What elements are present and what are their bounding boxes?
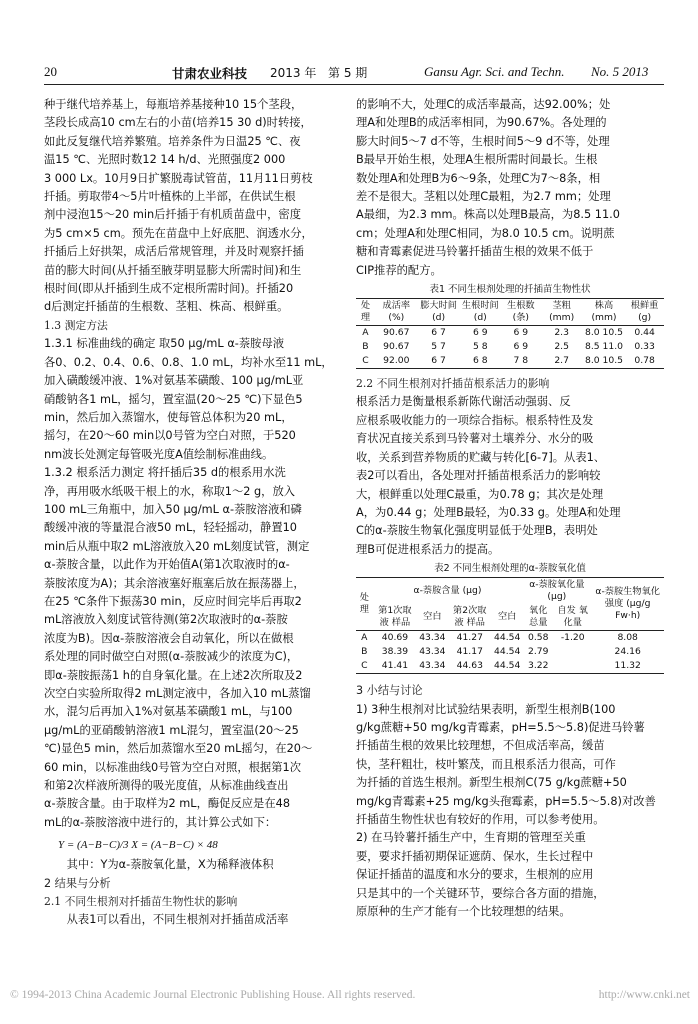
text-line: 扦插苗生物性状也有较好的作用，可以参考使用。: [356, 812, 605, 826]
table1-header-row: [356, 299, 664, 326]
table1-header: 根鲜重 (g): [625, 299, 664, 326]
table-cell: 2.7: [540, 354, 582, 369]
text-line: 应根系吸收能力的一项综合指标。根系特性及发: [356, 413, 594, 427]
footer-url: http://www.cnki.net: [598, 989, 690, 1001]
table-cell: C: [356, 354, 375, 369]
page-header: [44, 62, 664, 85]
table-row: [356, 354, 664, 369]
table1-header: 膨大时间 (d): [418, 299, 460, 326]
paragraph-2-2: [356, 393, 664, 559]
section-heading-2: 2 结果与分析: [44, 876, 111, 890]
text-line: 育状况直接关系到马铃薯对土壤养分、水分的吸: [356, 432, 594, 446]
table-row: [356, 631, 664, 646]
text-line: 和第2次样液所测得的吸光度值，从标准曲线查出: [44, 779, 289, 793]
text-line: 水，混匀后再加入1%对氨基苯磺酸1 mL，与100: [44, 705, 293, 719]
text-line: cm；处理A和处理C相同，为8.0 10.5 cm。说明蔗: [356, 226, 615, 240]
right-column: [356, 96, 664, 921]
text-line: 1.3.1 标准曲线的确定 取50 μg/mL α-萘胺母液: [44, 337, 285, 351]
table-cell: 44.54: [492, 659, 522, 674]
journal-title-en: Gansu Agr. Sci. and Techn.: [424, 64, 565, 79]
text-line: g/kg蔗糖+50 mg/kg青霉素，pH=5.5～5.8)促进马铃薯: [356, 720, 645, 734]
page-number: 20: [44, 64, 57, 79]
text-line: A，为0.44 g；处理B最轻，为0.33 g。处理A和处理: [356, 505, 621, 519]
text-line: 100 mL三角瓶中，加入50 μg/mL α-萘胺溶液和磷: [44, 502, 302, 516]
table1: [356, 298, 664, 369]
text-line: 从表1可以看出，不同生根剂对扦插苗成活率: [66, 913, 289, 927]
table1-header: 株高 (mm): [583, 299, 625, 326]
table-cell: 0.58: [527, 632, 549, 644]
text-line: A最细，为2.3 mm。株高以处理B最高，为8.5 11.0: [356, 208, 620, 222]
table-cell: 41.27: [456, 632, 483, 644]
issue-cn: 第 5 期: [328, 66, 368, 80]
text-line: 种于继代培养基上，每瓶培养基接种10 15个茎段，: [44, 98, 303, 111]
table-cell: 8.5 11.0: [584, 341, 623, 353]
left-column: [44, 96, 356, 930]
table-row: [356, 340, 664, 354]
paragraph-3-1: [356, 701, 664, 830]
text-line: min后从瓶中取2 mL溶液放入20 mL刻度试管，测定: [44, 539, 310, 553]
table-cell: 0.44: [634, 327, 655, 339]
text-line: 收，关系到营养物质的贮藏与转化[6-7]。从表1、: [356, 450, 606, 464]
text-line: 即α-萘胺振荡1 h的自身氧化量。在上述2次所取及2: [44, 668, 303, 682]
text-line: 摇匀，在20～60 min以0号管为空白对照，于520: [44, 429, 296, 443]
table-cell: 44.63: [448, 659, 493, 674]
text-line: CIP推荐的配方。: [356, 263, 442, 277]
text-line: α-萘胺含量。由于取样为2 mL，酶促反应是在48: [44, 797, 291, 811]
table-cell: 7 8: [501, 354, 540, 369]
table2-header: 处理: [356, 578, 373, 631]
text-line: 差不是很大。茎粗以处理C最粗，为2.7 mm；处理: [356, 190, 611, 204]
text-line: 60 min，以标准曲线0号管为空白对照，根据第1次: [44, 760, 301, 774]
section-heading-3: 3 小结与讨论: [356, 684, 423, 698]
table-row: [356, 326, 664, 341]
paragraph-results-2-1: [356, 96, 664, 280]
table-cell: A: [361, 632, 368, 644]
table-cell: 92.00: [375, 354, 418, 369]
text-line: 为5 cm×5 cm。预先在苗盘中上好底肥、润透水分，: [44, 226, 313, 240]
table1-header: 处理: [356, 299, 375, 326]
paragraph-3-2: [356, 829, 664, 921]
text-line: min，然后加入蒸馏水，使每管总体积为20 mL，: [44, 410, 293, 424]
table2-subheader: 自发 氧化量: [554, 604, 591, 631]
table2-subheader: 第1次取液 样品: [373, 604, 418, 631]
text-line: B最早开始生根，处理A生根所需时间最长。生根: [356, 153, 598, 167]
table-cell: C: [356, 659, 373, 674]
table-cell: 44.54: [494, 646, 521, 658]
paragraph-1-3-2: [44, 464, 356, 832]
table2-header: α-萘胺生物氧化强度 (μg/g Fw·h): [591, 578, 664, 631]
issue-en: No. 5 2013: [591, 64, 649, 79]
table-cell: 3.22: [522, 659, 554, 674]
table-cell: 43.34: [417, 659, 447, 674]
section-heading-2-1: 2.1 不同生根剂对扦插苗生物性状的影响: [44, 895, 238, 909]
text-line: 硝酸钠各1 mL，摇匀，置室温(20～25 ℃)下显色5: [44, 392, 303, 406]
text-line: 浓度为B)。因α-萘胺溶液会自动氧化，所以在做根: [44, 631, 294, 645]
text-line: C的α-萘胺生物氧化强度明显低于处理B，表明处: [356, 524, 598, 538]
table-cell: A: [362, 327, 369, 339]
table-cell: 6 9: [513, 327, 529, 339]
formula: Y = (A−B−C)/3 X = (A−B−C) × 48: [58, 839, 218, 852]
table-cell: B: [362, 341, 369, 353]
text-line: 酸缓冲液的等量混合液50 mL，轻轻摇动，静置10: [44, 521, 297, 535]
table-cell: 90.67: [383, 341, 410, 353]
table-cell: 8.08: [617, 632, 638, 644]
table2: [356, 577, 664, 674]
table-cell: 24.16: [614, 646, 641, 658]
text-line: 表2可以看出，各处理对扦插苗根系活力的影响较: [356, 469, 601, 483]
text-line: mL的α-萘胺溶液中进行的，其计算公式如下：: [44, 815, 277, 829]
text-line: 理B可促进根系活力的提高。: [356, 542, 500, 556]
table2-header-row: [356, 578, 664, 605]
table1-header: 生根数 (条): [501, 299, 540, 326]
table2-header: α-萘胺氧化量 (μg): [522, 578, 591, 605]
text-line: 苗的膨大时间(从扦插至腋芽明显膨大所需时间)和生: [44, 263, 302, 277]
table-cell: 8.0 10.5: [584, 327, 623, 339]
text-line: 根系活力是衡量根系新陈代谢活动强弱、反: [356, 395, 571, 409]
text-line: 膨大时间5～7 d不等，生根时间5～9 d不等，处理: [356, 134, 610, 148]
table-cell: 2.5: [554, 341, 569, 353]
table1-header: 茎粗 (mm): [540, 299, 582, 326]
table-cell: 0.33: [634, 341, 655, 353]
table-cell: B: [361, 646, 368, 658]
table1-caption: 表1 不同生根剂处理的扦插苗生物性状: [429, 284, 591, 296]
text-line: 萘胺浓度为A)；其余溶液塞好瓶塞后放在振荡器上，: [44, 576, 305, 590]
table-cell: 41.41: [373, 659, 418, 674]
text-line: 为扦插的首选生根剂。新型生根剂C(75 g/kg蔗糖+50: [356, 776, 627, 790]
text-line: d后测定扦插苗的生根数、茎粗、株高、根鲜重。: [44, 300, 289, 314]
paragraph-methods-cont: [44, 96, 356, 317]
text-line: 剂中浸泡15～20 min后扦插于有机质苗盘中，密度: [44, 208, 301, 222]
table-row: [356, 659, 664, 674]
text-line: 理A和处理B的成活率相同，为90.67%。各处理的: [356, 116, 607, 130]
text-line: 原原种的生产才能有一个比较理想的结果。: [356, 905, 571, 918]
text-line: 的影响不大，处理C的成活率最高，达92.00%；处: [356, 98, 611, 111]
table-cell: 6 8: [459, 354, 501, 369]
text-line: mL溶液放入刻度试管待测(第2次取液时的α-萘胺: [44, 613, 288, 627]
table-cell: 2.79: [527, 646, 549, 658]
table-cell: [554, 645, 591, 659]
text-line: ℃)显色5 min，然后加蒸馏水至20 mL摇匀，在20～: [44, 742, 313, 756]
text-line: 2) 在马铃薯扦插生产中，生育期的管理至关重: [356, 831, 586, 845]
text-line: 要，要求扦插初期保证遮荫、保水，生长过程中: [356, 849, 594, 863]
table-cell: 0.78: [625, 354, 664, 369]
text-line: 净，再用吸水纸吸干根上的水，称取1～2 g，放入: [44, 484, 296, 498]
table-cell: [554, 659, 591, 674]
table-cell: 44.54: [494, 632, 521, 644]
table-cell: 40.69: [381, 632, 409, 644]
table2-subheader: 氧化 总量: [522, 604, 554, 631]
text-line: 扦插。剪取带4～5片叶植株的上半部，在供试生根: [44, 190, 296, 204]
table-cell: 8.0 10.5: [583, 354, 625, 369]
table-row: [356, 645, 664, 659]
text-line: mg/kg青霉素+25 mg/kg头孢霉素，pH=5.5～5.8)对改善: [356, 794, 656, 808]
table-cell: 6 7: [431, 327, 446, 339]
text-line: 系处理的同时做空白对照(α-萘胺减少的浓度为C)，: [44, 650, 299, 664]
table-cell: 5 8: [472, 341, 488, 353]
text-line: 1.3.2 根系活力测定 将扦插后35 d的根系用水洗: [44, 466, 286, 480]
table-cell: -1.20: [560, 632, 585, 644]
section-heading-1-3: 1.3 测定方法: [44, 318, 108, 332]
table-cell: 11.32: [591, 659, 664, 674]
table2-header: α-萘胺含量 (μg): [373, 578, 523, 605]
text-line: 次空白实验所取得2 mL测定液中，各加入10 mL蒸馏: [44, 687, 311, 700]
table2-caption: 表2 不同生根剂处理的α-萘胺氧化值: [434, 563, 586, 575]
text-line: 各0、0.2、0.4、0.6、0.8、1.0 mL，均补水至11 mL，: [44, 355, 333, 369]
copyright-text: © 1994-2013 China Academic Journal Electronic Publishing House. All rights reserved.: [10, 989, 416, 1001]
text-line: 保证扦插苗的温度和水分的要求，生根剂的应用: [356, 868, 594, 882]
table-cell: 6 9: [472, 327, 488, 339]
text-line: 加入磺酸缓冲液、1%对氨基苯磺酸、100 μg/mL亚: [44, 374, 304, 388]
text-line: 温15 ℃、光照时数12 14 h/d、光照强度2 000: [44, 153, 286, 167]
text-line: 扦插苗生根的效果比较理想，不但成活率高，缓苗: [356, 739, 605, 753]
table-cell: 90.67: [383, 327, 410, 339]
table-cell: 6 9: [513, 341, 529, 353]
text-line: 1) 3种生根剂对比试验结果表明，新型生根剂B(100: [356, 702, 616, 716]
text-line: 扦插后上好拱架，成活后常规管理，并及时观察扦插: [44, 245, 304, 259]
table2-subheader: 空白: [417, 604, 447, 631]
table2-subheader: 第2次取液 样品: [448, 604, 493, 631]
text-line: 茎段长成高10 cm左右的小苗(培养15 30 d)时转接，: [44, 116, 312, 130]
table-cell: 41.17: [456, 646, 483, 658]
table-cell: 38.39: [381, 646, 409, 658]
text-line: 糖和青霉素促进马铃薯扦插苗生根的效果不低于: [356, 245, 594, 259]
table-cell: 6 7: [418, 354, 460, 369]
text-line: α-萘胺含量，以此作为开始值A(第1次取液时的α-: [44, 558, 290, 572]
table1-header: 成活率 (%): [375, 299, 418, 326]
text-line: 如此反复继代培养繁殖。培养条件为日温25 ℃、夜: [44, 134, 301, 148]
table1-header: 生根时间 (d): [459, 299, 501, 326]
text-line: 快，茎秆粗壮，枝叶繁茂，而且根系活力很高，可作: [356, 757, 616, 771]
table-cell: 2.3: [554, 327, 569, 339]
table-cell: 43.34: [419, 646, 446, 658]
table2-subheader: 空白: [492, 604, 522, 631]
formula-note: 其中：Y为α-萘胺氧化量，X为稀释液体积: [66, 858, 274, 872]
text-line: 根时间(即从扦插到生成不定根所需时间)。扦插20: [44, 282, 294, 296]
text-line: 大，根鲜重以处理C最重，为0.78 g；其次是处理: [356, 487, 604, 501]
year-cn: 2013 年: [270, 66, 317, 80]
text-line: 只是其中的一个关键环节，要综合各方面的措施，: [356, 886, 605, 900]
paragraph-1-3-1: [44, 335, 356, 464]
table-cell: 5 7: [431, 341, 446, 353]
text-line: 数处理A和处理B为6～9条，处理C为7～8条，相: [356, 171, 601, 185]
section-heading-2-2: 2.2 不同生根剂对扦插苗根系活力的影响: [356, 377, 550, 391]
table-cell: 43.34: [419, 632, 446, 644]
text-line: nm波长处测定每管吸光度A值绘制标准曲线。: [44, 447, 274, 461]
text-line: μg/mL的亚硝酸钠溶液1 mL混匀，置室温(20～25: [44, 723, 299, 737]
text-line: 在25 ℃条件下振荡30 min，反应时间完毕后再取2: [44, 594, 302, 608]
journal-title-cn: 甘肃农业科技: [172, 66, 248, 81]
text-line: 3 000 Lx。10月9日扩繁脱毒试管苗，11月11日剪枝: [44, 171, 313, 185]
